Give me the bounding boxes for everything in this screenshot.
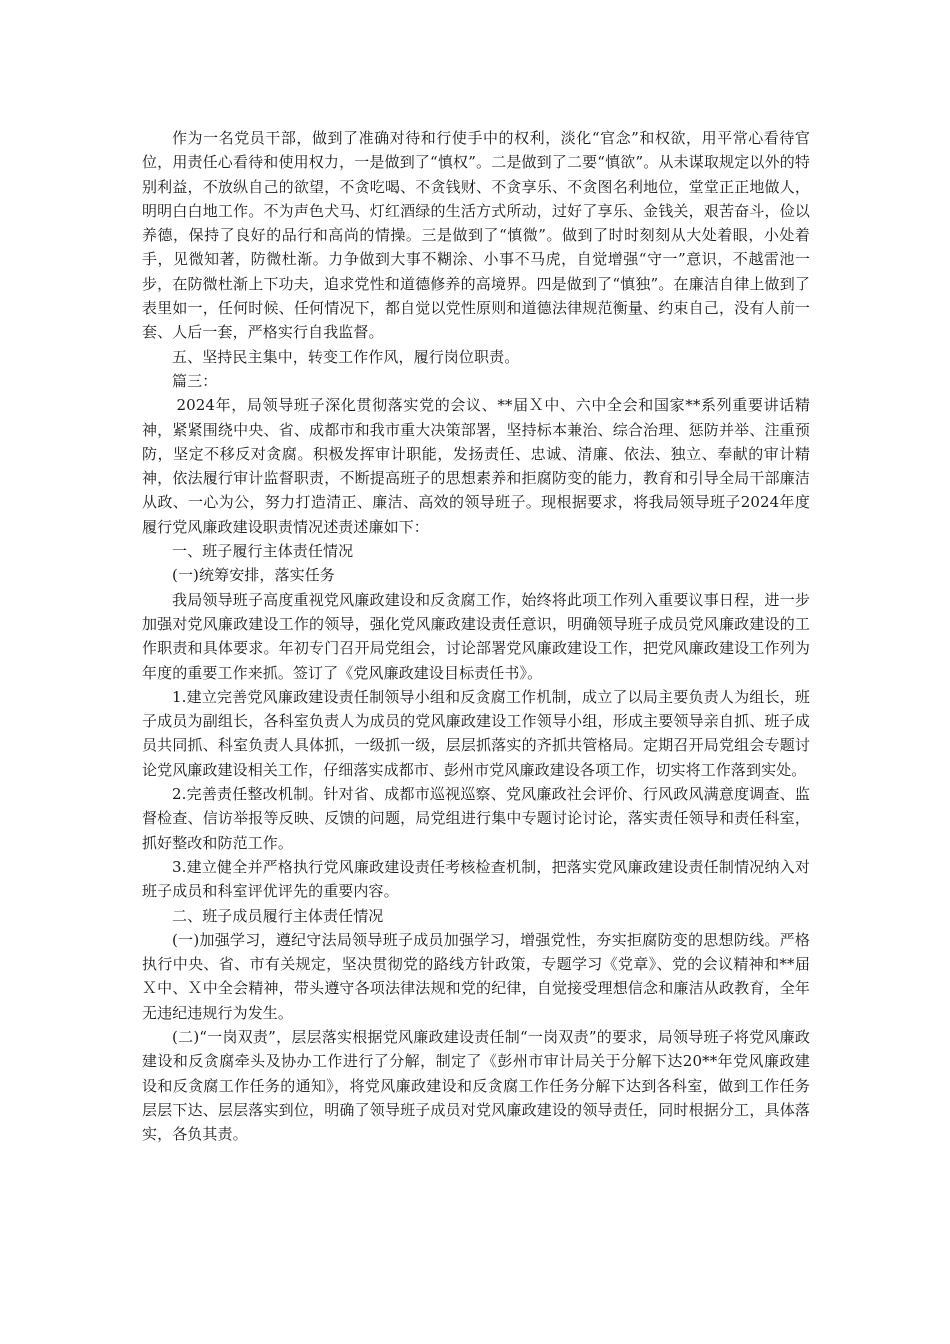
subsection-heading-1: (一)统筹安排，落实任务 bbox=[172, 566, 335, 585]
section-heading-one: 一、班子履行主体责任情况 bbox=[172, 542, 354, 561]
paragraph-prudence: 作为一名党员干部，做到了准确对待和行使手中的权利，淡化“官念”和权欲，用平常心看待官位，用责任心看待和使用权力，一是做到了“慎权”。二是做到了二要“慎欲”。从未谋取规定以外的特别利益，不放纵自己的欲望，不贪吃喝、不贪钱财、不贪享乐、不贪图名利地位，堂堂正正地做人，明明白白地工作。不为声色犬马、灯红酒绿的生活方式所动，过好了享乐、金钱关，艰苦奋斗，俭以养德，保持了良好的品行和高尚的情操。三是做到了“慎微”。做到了时时刻刻从大处着眼，小处着手，见微知著，防微杜渐。力争做到大事不糊涂、小事不马虎，自觉增强“守一”意识，不越雷池一步，在防微杜渐上下功夫，追求党性和道德修养的高境界。四是做到了“慎独”。在廉洁自律上做到了表里如一，任何时候、任何情况下，都自觉以党性原则和道德法律规范衡量、约束自己，没有人前一套、人后一套，严格实行自我监督。 bbox=[142, 129, 810, 342]
paragraph-intro-2024: 2024年，局领导班子深化贯彻落实党的会议、**届Ｘ中、六中全会和国家**系列重要讲话精神，紧紧围绕中央、省、成都市和我市重大决策部署，坚持标本兼治、综合治理、惩防并举、注重预防，坚定不移反对贪腐。积极发挥审计职能，发扬责任、忠诚、清廉、依法、独立、奉献的审计精神，依法履行审计监督职责，不断提高班子的思想素养和拒腐防变的能力，教育和引导全局干部廉洁从政、一心为公，努力打造清正、廉洁、高效的领导班子。现根据要求，将我局领导班子2024年度履行党风廉政建设职责情况述责述廉如下： bbox=[142, 396, 810, 536]
paragraph-item-2: 2.完善责任整改机制。针对省、成都市巡视巡察、党风廉政社会评价、行风政风满意度调查、监督检查、信访举报等反映、反馈的问题，局党组进行集中专题讨论讨论，落实责任领导和责任科室，抓好整改和防范工作。 bbox=[142, 785, 810, 852]
section-heading-two: 二、班子成员履行主体责任情况 bbox=[172, 906, 384, 925]
part-three-title: 篇三： bbox=[172, 371, 218, 390]
document-page bbox=[142, 126, 810, 1146]
paragraph-item-3: 3.建立健全并严格执行党风廉政建设责任考核检查机制，把落实党风廉政建设责任制情况纳入对班子成员和科室评优评先的重要内容。 bbox=[142, 857, 810, 901]
paragraph-dual-duty: (二)“一岗双责”，层层落实根据党风廉政建设责任制“一岗双责”的要求，局领导班子将党风廉政建设和反贪腐牵头及协办工作进行了分解，制定了《彭州市审计局关于分解下达20**年党风廉政建设和反贪腐工作任务的通知》，将党风廉政建设和反贪腐工作任务分解下达到各科室，做到工作任务层层下达、层层落实到位，明确了领导班子成员对党风廉政建设的领导责任，同时根据分工，具体落实，各负其责。 bbox=[142, 1027, 810, 1144]
paragraph-study: (一)加强学习，遵纪守法局领导班子成员加强学习，增强党性，夯实拒腐防变的思想防线。严格执行中央、省、市有关规定，坚决贯彻党的路线方针政策，专题学习《党章》、党的会议精神和**届Ｘ中、Ｘ中全会精神，带头遵守各项法律法规和党的纪律，自觉接受理想信念和廉洁从政教育，全年无违纪违规行为发生。 bbox=[142, 930, 810, 1022]
section-heading-five: 五、坚持民主集中，转变工作作风，履行岗位职责。 bbox=[172, 347, 520, 366]
paragraph-item-1: 1.建立完善党风廉政建设责任制领导小组和反贪腐工作机制，成立了以局主要负责人为组长，班子成员为副组长，各科室负责人为成员的党风廉政建设工作领导小组，形成主要领导亲自抓、班子成员共同抓、科室负责人具体抓，一级抓一级，层层抓落实的齐抓共管格局。定期召开局党组会专题讨论党风廉政建设相关工作，仔细落实成都市、彭州市党风廉政建设各项工作，切实将工作落到实处。 bbox=[142, 687, 810, 779]
paragraph-leadership: 我局领导班子高度重视党风廉政建设和反贪腐工作，始终将此项工作列入重要议事日程，进一步加强对党风廉政建设工作的领导，强化党风廉政建设责任意识，明确领导班子成员党风廉政建设的工作职责和具体要求。年初专门召开局党组会，讨论部署党风廉政建设工作，把党风廉政建设工作列为年度的重要工作来抓。签订了《党风廉政建设目标责任书》。 bbox=[142, 590, 810, 682]
